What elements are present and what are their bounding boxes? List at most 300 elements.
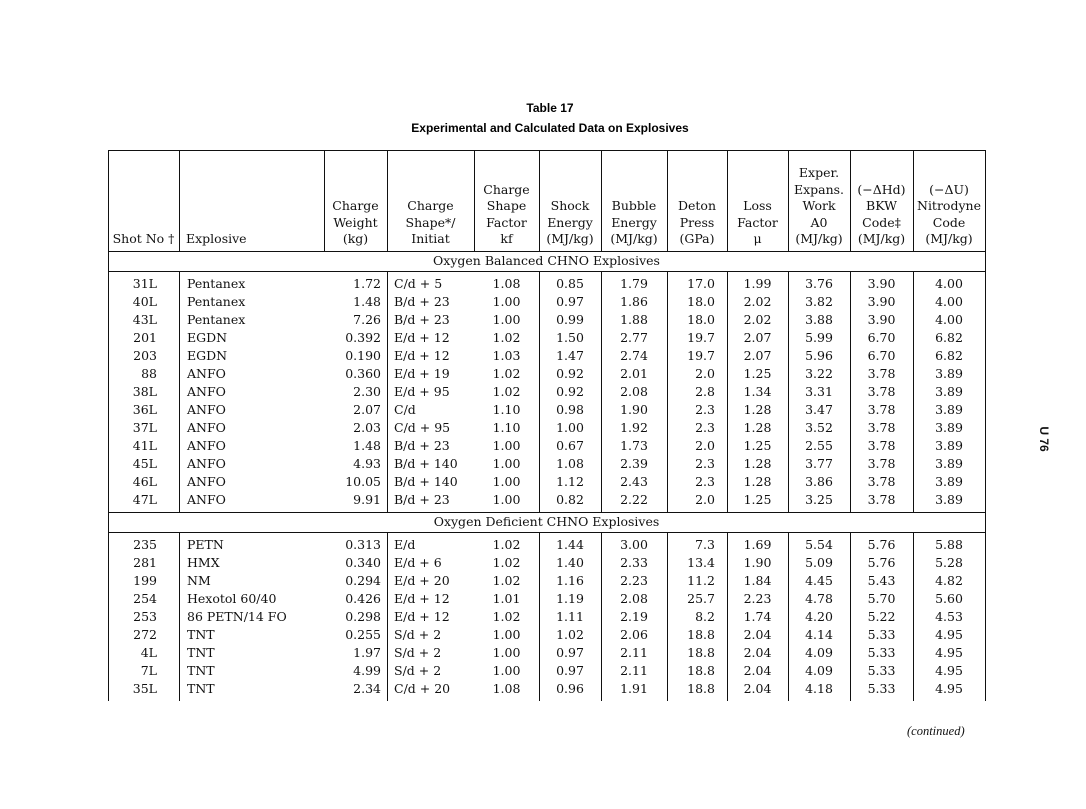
cell-shape-factor: 1.00: [492, 312, 521, 327]
cell-bkw-code: 6.70: [867, 330, 896, 345]
header-text: Energy: [547, 214, 593, 230]
cell-charge-weight: 1.72: [353, 276, 381, 291]
cell-explosive: ANFO: [187, 366, 226, 381]
header-text: Factor: [737, 214, 778, 230]
cell-deton-press: 18.8: [687, 681, 715, 696]
cell-explosive: ANFO: [187, 420, 226, 435]
cell-charge-shape: E/d + 12: [394, 348, 450, 363]
cell-expans-work: 3.77: [805, 456, 833, 471]
cell-loss-factor: 1.34: [743, 384, 772, 399]
table-row: [108, 572, 985, 590]
cell-shape-factor: 1.08: [492, 681, 521, 696]
cell-loss-factor: 1.69: [743, 537, 772, 552]
cell-shot-no: 46L: [132, 474, 157, 489]
cell-shot-no: 281: [133, 555, 157, 570]
cell-charge-weight: 0.255: [345, 627, 381, 642]
cell-explosive: ANFO: [187, 402, 226, 417]
header-shock-energy: [539, 152, 601, 248]
cell-charge-weight: 1.48: [353, 438, 381, 453]
cell-bubble-energy: 2.08: [620, 384, 648, 399]
body-column-rule: [667, 271, 668, 512]
section-side-rule: [985, 512, 986, 532]
cell-charge-shape: S/d + 2: [394, 663, 442, 678]
body-column-rule: [667, 532, 668, 701]
cell-charge-shape: S/d + 2: [394, 627, 442, 642]
cell-shock-energy: 0.82: [556, 492, 584, 507]
header-text: Code‡: [862, 214, 901, 230]
cell-bkw-code: 6.70: [867, 348, 896, 363]
header-text: (−ΔU): [929, 181, 969, 197]
cell-loss-factor: 2.02: [743, 312, 772, 327]
cell-bubble-energy: 2.33: [620, 555, 648, 570]
body-column-rule: [387, 532, 388, 701]
section-side-rule: [985, 251, 986, 271]
table-row: [108, 491, 985, 509]
cell-bkw-code: 3.90: [867, 276, 896, 291]
cell-nitrodyne-code: 4.00: [935, 312, 963, 327]
cell-expans-work: 4.20: [805, 609, 833, 624]
cell-bubble-energy: 2.19: [620, 609, 648, 624]
cell-explosive: ANFO: [187, 384, 226, 399]
cell-charge-shape: B/d + 23: [394, 438, 450, 453]
table-row: [108, 383, 985, 401]
cell-nitrodyne-code: 4.95: [935, 627, 963, 642]
cell-shot-no: 254: [133, 591, 157, 606]
cell-shape-factor: 1.00: [492, 456, 521, 471]
header-charge-weight: [324, 152, 387, 248]
header-text: kf: [500, 231, 513, 247]
cell-charge-weight: 7.26: [353, 312, 381, 327]
cell-shock-energy: 1.44: [556, 537, 584, 552]
cell-shock-energy: 1.02: [556, 627, 584, 642]
table-row: [108, 590, 985, 608]
cell-shot-no: 31L: [132, 276, 157, 291]
cell-shot-no: 253: [133, 609, 157, 624]
cell-charge-weight: 2.34: [353, 681, 381, 696]
cell-explosive: Pentanex: [187, 276, 246, 291]
cell-loss-factor: 2.02: [743, 294, 772, 309]
cell-loss-factor: 1.28: [743, 402, 772, 417]
cell-shape-factor: 1.02: [492, 573, 521, 588]
body-column-rule: [108, 532, 109, 701]
cell-bkw-code: 3.78: [867, 456, 896, 471]
cell-shock-energy: 1.50: [556, 330, 584, 345]
header-column-rule: [324, 150, 325, 251]
body-column-rule: [539, 271, 540, 512]
cell-charge-shape: B/d + 140: [394, 474, 458, 489]
table-number: Table 17: [526, 101, 574, 115]
cell-bkw-code: 3.78: [867, 474, 896, 489]
table-row: [108, 680, 985, 698]
cell-explosive: Pentanex: [187, 294, 246, 309]
cell-deton-press: 11.2: [687, 573, 715, 588]
section-side-rule: [108, 512, 109, 532]
cell-bubble-energy: 1.90: [620, 402, 648, 417]
body-column-rule: [601, 271, 602, 512]
page-number: U 76: [1037, 426, 1051, 452]
cell-bubble-energy: 1.88: [620, 312, 648, 327]
cell-charge-shape: E/d + 19: [394, 366, 450, 381]
header-text: Press: [679, 214, 715, 230]
body-column-rule: [601, 532, 602, 701]
cell-expans-work: 2.55: [805, 438, 833, 453]
cell-deton-press: 18.8: [687, 627, 715, 642]
header-bkw-code: [850, 152, 913, 248]
cell-deton-press: 13.4: [687, 555, 715, 570]
cell-expans-work: 3.88: [805, 312, 833, 327]
cell-bubble-energy: 1.73: [620, 438, 648, 453]
cell-expans-work: 5.99: [805, 330, 833, 345]
table-top-border: [108, 150, 985, 151]
cell-charge-weight: 9.91: [353, 492, 381, 507]
cell-nitrodyne-code: 4.95: [935, 663, 963, 678]
cell-nitrodyne-code: 5.60: [935, 591, 963, 606]
cell-deton-press: 8.2: [695, 609, 715, 624]
body-column-rule: [913, 532, 914, 701]
cell-explosive: HMX: [187, 555, 220, 570]
cell-bkw-code: 3.90: [867, 294, 896, 309]
table-row: [108, 644, 985, 662]
cell-shock-energy: 1.47: [556, 348, 584, 363]
header-text: Deton: [677, 198, 717, 214]
cell-shot-no: 7L: [140, 663, 157, 678]
cell-loss-factor: 2.04: [743, 627, 772, 642]
table-row: [108, 347, 985, 365]
cell-expans-work: 3.86: [805, 474, 833, 489]
cell-shape-factor: 1.00: [492, 645, 521, 660]
cell-loss-factor: 1.99: [743, 276, 772, 291]
cell-bkw-code: 3.78: [867, 492, 896, 507]
section-rule: [108, 532, 985, 533]
cell-explosive: Pentanex: [187, 312, 246, 327]
cell-shock-energy: 1.16: [556, 573, 584, 588]
header-text: (MJ/kg): [795, 231, 843, 247]
header-text: (MJ/kg): [925, 231, 973, 247]
cell-shape-factor: 1.02: [492, 537, 521, 552]
header-text: (MJ/kg): [546, 231, 594, 247]
cell-charge-weight: 2.30: [353, 384, 381, 399]
cell-nitrodyne-code: 3.89: [935, 384, 963, 399]
header-text: (GPa): [679, 231, 715, 247]
body-column-rule: [788, 271, 789, 512]
cell-nitrodyne-code: 6.82: [935, 348, 963, 363]
cell-shock-energy: 0.99: [556, 312, 584, 327]
cell-shock-energy: 0.67: [556, 438, 584, 453]
table-row: [108, 365, 985, 383]
cell-shock-energy: 0.92: [556, 384, 584, 399]
cell-charge-shape: C/d + 5: [394, 276, 443, 291]
cell-charge-weight: 0.294: [345, 573, 381, 588]
cell-charge-weight: 10.05: [345, 474, 381, 489]
header-column-rule: [985, 150, 986, 251]
cell-deton-press: 2.0: [695, 366, 715, 381]
cell-shot-no: 35L: [132, 681, 157, 696]
cell-shock-energy: 1.19: [556, 591, 584, 606]
header-column-rule: [179, 150, 180, 251]
cell-shot-no: 38L: [132, 384, 157, 399]
header-text: Shot No †: [112, 231, 175, 247]
cell-explosive: PETN: [187, 537, 224, 552]
header-text: μ: [753, 231, 762, 247]
header-text: Bubble: [611, 198, 657, 214]
cell-charge-weight: 0.340: [345, 555, 381, 570]
cell-loss-factor: 2.07: [743, 330, 772, 345]
body-column-rule: [788, 532, 789, 701]
cell-charge-shape: C/d + 95: [394, 420, 451, 435]
cell-expans-work: 4.78: [805, 591, 833, 606]
header-deton-press: [667, 152, 727, 248]
cell-explosive: EGDN: [187, 330, 228, 345]
cell-shock-energy: 0.97: [556, 645, 584, 660]
cell-loss-factor: 1.28: [743, 456, 772, 471]
table-row: [108, 275, 985, 293]
cell-shot-no: 40L: [132, 294, 157, 309]
cell-shock-energy: 0.97: [556, 294, 584, 309]
cell-nitrodyne-code: 3.89: [935, 456, 963, 471]
cell-charge-weight: 0.298: [345, 609, 381, 624]
cell-bubble-energy: 3.00: [620, 537, 648, 552]
cell-charge-weight: 0.313: [345, 537, 381, 552]
cell-bkw-code: 3.78: [867, 366, 896, 381]
cell-bubble-energy: 2.77: [620, 330, 648, 345]
cell-expans-work: 3.47: [805, 402, 833, 417]
cell-charge-shape: E/d: [394, 537, 416, 552]
cell-bkw-code: 5.76: [867, 537, 896, 552]
cell-loss-factor: 1.28: [743, 474, 772, 489]
header-text: Initiat: [411, 231, 450, 247]
cell-shock-energy: 0.98: [556, 402, 584, 417]
table-row: [108, 419, 985, 437]
cell-expans-work: 5.96: [805, 348, 833, 363]
cell-shape-factor: 1.01: [492, 591, 521, 606]
cell-explosive: TNT: [187, 627, 215, 642]
header-text: Shock: [550, 198, 590, 214]
cell-shape-factor: 1.02: [492, 366, 521, 381]
cell-bkw-code: 3.78: [867, 438, 896, 453]
cell-bkw-code: 5.70: [867, 591, 896, 606]
cell-loss-factor: 2.04: [743, 681, 772, 696]
cell-expans-work: 3.82: [805, 294, 833, 309]
header-text: Weight: [333, 214, 378, 230]
header-loss-factor: [727, 152, 788, 248]
cell-charge-shape: C/d + 20: [394, 681, 451, 696]
header-shot-no: [108, 152, 179, 248]
cell-expans-work: 5.54: [805, 537, 833, 552]
cell-charge-shape: E/d + 95: [394, 384, 450, 399]
cell-bkw-code: 5.43: [867, 573, 896, 588]
cell-bubble-energy: 1.86: [620, 294, 648, 309]
cell-shot-no: 37L: [132, 420, 157, 435]
cell-charge-weight: 0.190: [345, 348, 381, 363]
cell-deton-press: 17.0: [687, 276, 715, 291]
cell-nitrodyne-code: 3.89: [935, 402, 963, 417]
cell-shock-energy: 0.96: [556, 681, 584, 696]
header-charge-shape: [387, 152, 474, 248]
header-nitrodyne-code: [913, 152, 985, 248]
cell-expans-work: 4.09: [805, 645, 833, 660]
header-text: (−ΔHd): [857, 181, 906, 197]
header-text: Loss: [743, 198, 772, 214]
cell-shot-no: 201: [133, 330, 157, 345]
cell-deton-press: 19.7: [687, 348, 715, 363]
cell-charge-weight: 4.93: [353, 456, 381, 471]
cell-shot-no: 45L: [132, 456, 157, 471]
cell-explosive: ANFO: [187, 474, 226, 489]
header-text: Factor: [486, 214, 527, 230]
cell-bubble-energy: 2.43: [620, 474, 648, 489]
header-column-rule: [601, 150, 602, 251]
cell-bkw-code: 3.90: [867, 312, 896, 327]
header-text: (kg): [342, 231, 369, 247]
cell-bubble-energy: 2.74: [620, 348, 648, 363]
header-column-rule: [667, 150, 668, 251]
cell-nitrodyne-code: 4.00: [935, 294, 963, 309]
cell-shock-energy: 0.92: [556, 366, 584, 381]
section-title: Oxygen Deficient CHNO Explosives: [433, 514, 660, 529]
cell-explosive: ANFO: [187, 438, 226, 453]
cell-deton-press: 2.3: [695, 402, 715, 417]
cell-shock-energy: 1.08: [556, 456, 584, 471]
cell-expans-work: 4.14: [805, 627, 833, 642]
header-text: A0: [810, 214, 828, 230]
cell-bkw-code: 5.22: [867, 609, 896, 624]
section-title: Oxygen Balanced CHNO Explosives: [433, 253, 660, 268]
cell-shot-no: 47L: [132, 492, 157, 507]
cell-charge-weight: 1.97: [353, 645, 381, 660]
cell-shape-factor: 1.00: [492, 663, 521, 678]
header-bottom-rule: [108, 251, 985, 252]
cell-charge-weight: 1.48: [353, 294, 381, 309]
cell-loss-factor: 1.25: [743, 366, 772, 381]
table-row: [108, 608, 985, 626]
header-column-rule: [387, 150, 388, 251]
cell-bkw-code: 5.33: [867, 663, 896, 678]
header-text: BKW: [866, 198, 897, 214]
cell-shot-no: 41L: [132, 438, 157, 453]
table-row: [108, 293, 985, 311]
cell-deton-press: 18.8: [687, 645, 715, 660]
cell-shape-factor: 1.02: [492, 384, 521, 399]
header-shape-factor: [474, 152, 539, 248]
cell-shock-energy: 1.00: [556, 420, 584, 435]
table-row: [108, 401, 985, 419]
cell-expans-work: 4.18: [805, 681, 833, 696]
cell-bubble-energy: 2.01: [620, 366, 648, 381]
body-column-rule: [913, 271, 914, 512]
cell-nitrodyne-code: 4.00: [935, 276, 963, 291]
body-column-rule: [850, 271, 851, 512]
cell-nitrodyne-code: 3.89: [935, 438, 963, 453]
cell-bubble-energy: 2.08: [620, 591, 648, 606]
cell-expans-work: 3.22: [805, 366, 833, 381]
cell-deton-press: 2.8: [695, 384, 715, 399]
cell-nitrodyne-code: 4.95: [935, 645, 963, 660]
continued-note: (continued): [907, 724, 965, 738]
cell-deton-press: 2.3: [695, 456, 715, 471]
header-text: Charge: [483, 181, 530, 197]
body-column-rule: [985, 532, 986, 701]
cell-shot-no: 203: [133, 348, 157, 363]
body-column-rule: [387, 271, 388, 512]
cell-nitrodyne-code: 3.89: [935, 366, 963, 381]
cell-bubble-energy: 2.11: [620, 663, 648, 678]
cell-bkw-code: 5.33: [867, 645, 896, 660]
table-row: [108, 662, 985, 680]
cell-bubble-energy: 1.79: [620, 276, 648, 291]
header-expans-work: [788, 152, 850, 248]
cell-deton-press: 19.7: [687, 330, 715, 345]
cell-charge-shape: E/d + 12: [394, 609, 450, 624]
cell-bubble-energy: 2.06: [620, 627, 648, 642]
cell-bubble-energy: 2.22: [620, 492, 648, 507]
cell-nitrodyne-code: 6.82: [935, 330, 963, 345]
cell-charge-shape: B/d + 23: [394, 312, 450, 327]
header-column-rule: [108, 150, 109, 251]
cell-bubble-energy: 1.91: [620, 681, 648, 696]
header-column-rule: [727, 150, 728, 251]
header-text: Nitrodyne: [917, 198, 981, 214]
cell-charge-shape: E/d + 12: [394, 330, 450, 345]
cell-loss-factor: 2.07: [743, 348, 772, 363]
cell-loss-factor: 1.28: [743, 420, 772, 435]
header-explosive: [179, 152, 324, 248]
table-row: [108, 311, 985, 329]
header-text: (MJ/kg): [857, 231, 906, 247]
cell-bkw-code: 3.78: [867, 402, 896, 417]
cell-expans-work: 3.25: [805, 492, 833, 507]
cell-nitrodyne-code: 4.95: [935, 681, 963, 696]
cell-shot-no: 36L: [132, 402, 157, 417]
cell-explosive: Hexotol 60/40: [187, 591, 277, 606]
header-text: Shape: [486, 198, 527, 214]
cell-loss-factor: 2.04: [743, 663, 772, 678]
cell-shock-energy: 1.11: [556, 609, 584, 624]
cell-explosive: TNT: [187, 681, 215, 696]
table-title: Experimental and Calculated Data on Explosives: [411, 121, 689, 135]
cell-bkw-code: 5.76: [867, 555, 896, 570]
cell-charge-weight: 0.360: [345, 366, 381, 381]
body-column-rule: [850, 532, 851, 701]
cell-charge-weight: 2.07: [353, 402, 381, 417]
cell-nitrodyne-code: 4.82: [935, 573, 963, 588]
cell-shape-factor: 1.02: [492, 609, 521, 624]
header-text: Energy: [611, 214, 657, 230]
cell-shape-factor: 1.00: [492, 438, 521, 453]
cell-explosive: NM: [187, 573, 211, 588]
header-text: Expans.: [793, 181, 845, 197]
header-text: Charge: [332, 198, 379, 214]
header-column-rule: [788, 150, 789, 251]
cell-explosive: ANFO: [187, 456, 226, 471]
section-side-rule: [108, 251, 109, 271]
cell-nitrodyne-code: 3.89: [935, 492, 963, 507]
cell-bkw-code: 5.33: [867, 627, 896, 642]
cell-nitrodyne-code: 5.28: [935, 555, 963, 570]
cell-shot-no: 4L: [140, 645, 157, 660]
cell-shape-factor: 1.10: [492, 420, 521, 435]
cell-nitrodyne-code: 5.88: [935, 537, 963, 552]
header-text: Shape*/: [405, 214, 456, 230]
header-text: Charge: [407, 198, 454, 214]
cell-shape-factor: 1.00: [492, 474, 521, 489]
cell-shape-factor: 1.02: [492, 555, 521, 570]
header-column-rule: [913, 150, 914, 251]
cell-expans-work: 5.09: [805, 555, 833, 570]
header-column-rule: [474, 150, 475, 251]
table-row: [108, 554, 985, 572]
table-row: [108, 437, 985, 455]
cell-expans-work: 3.52: [805, 420, 833, 435]
